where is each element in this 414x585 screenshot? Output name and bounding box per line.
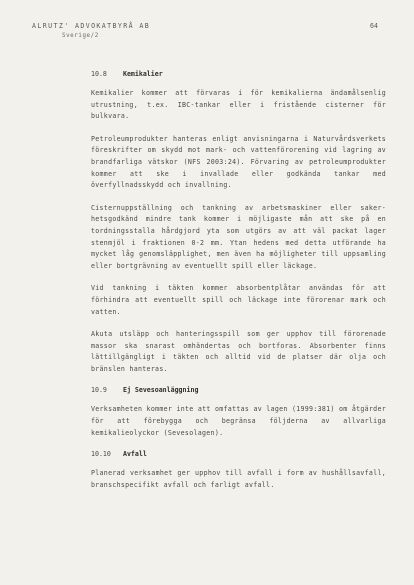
paragraph: Verksamheten kommer inte att omfattas av lagen (1999:381) om åtgärder för att förebygga och begränsa följderna av allvarliga kemikalieolyckor (Sevesolagen). bbox=[91, 405, 386, 437]
firm-name: ALRUTZ' ADVOKATBYRÅ AB bbox=[32, 22, 151, 30]
section-title: Avfall bbox=[122, 450, 147, 459]
section-number: 10.9 bbox=[91, 386, 107, 395]
document-body bbox=[91, 70, 386, 502]
section-heading-avfall bbox=[91, 450, 386, 458]
page-number: 64 bbox=[370, 22, 378, 30]
paragraph: Akuta utsläpp och hanteringsspill som ger upphov till förorenade massor ska snarast omhändertas och bortforas. Absorbenter finns lättillgängligt i täkten och alltid vid de platser där olja och bränslen hanteras. bbox=[91, 330, 386, 373]
paragraph: Planerad verksamhet ger upphov till avfall i form av hushållsavfall, branschspecifikt avfall och farligt avfall. bbox=[91, 469, 386, 489]
paragraph: Vid tankning i täkten kommer absorbentplåtar användas för att förhindra att eventuellt spill och läckage inte förorenar mark och vatten. bbox=[91, 284, 386, 316]
paragraph: Cisternuppställning och tankning av arbetsmaskiner eller saker-hetsgodkänd mindre tank kommer i möjligaste mån att ske på en tordningsstalla hårdgjord yta som utgörs av att väl packat lager stenmjöl i fraktionen 0-2 mm. Ytan hedens med detta utförande ha mycket låg genomsläpplighet, men även ha möjligheter till uppsamling eller bortgrävning av eventuellt spill eller läckage. bbox=[91, 203, 386, 270]
section-number: 10.8 bbox=[91, 70, 107, 78]
firm-subtitle: Sverige/2 bbox=[62, 33, 99, 39]
section-title: Ej Sevesoanläggning bbox=[122, 386, 199, 395]
paragraph: Kemikalier kommer att förvaras i för kemikalierna ändamålsenlig utrustning, t.ex. IBC-tankar eller i fristående cisterner för bulkvara. bbox=[91, 89, 386, 121]
paragraph: Petroleumprodukter hanteras enligt anvisningarna i Naturvårdsverkets föreskrifter om skydd mot mark- och vattenförorening vid lagring av brandfarliga vätskor (NFS 2003:24). Förvaring av petroleumprodukter kommer att ske i invallade eller godkända tankar med överfyllnadsskydd och invallning. bbox=[91, 134, 386, 190]
section-number: 10.10 bbox=[91, 450, 111, 459]
section-heading-kemikalier bbox=[91, 70, 386, 78]
section-title: Kemikalier bbox=[122, 70, 163, 78]
section-heading-seveso bbox=[91, 386, 386, 394]
